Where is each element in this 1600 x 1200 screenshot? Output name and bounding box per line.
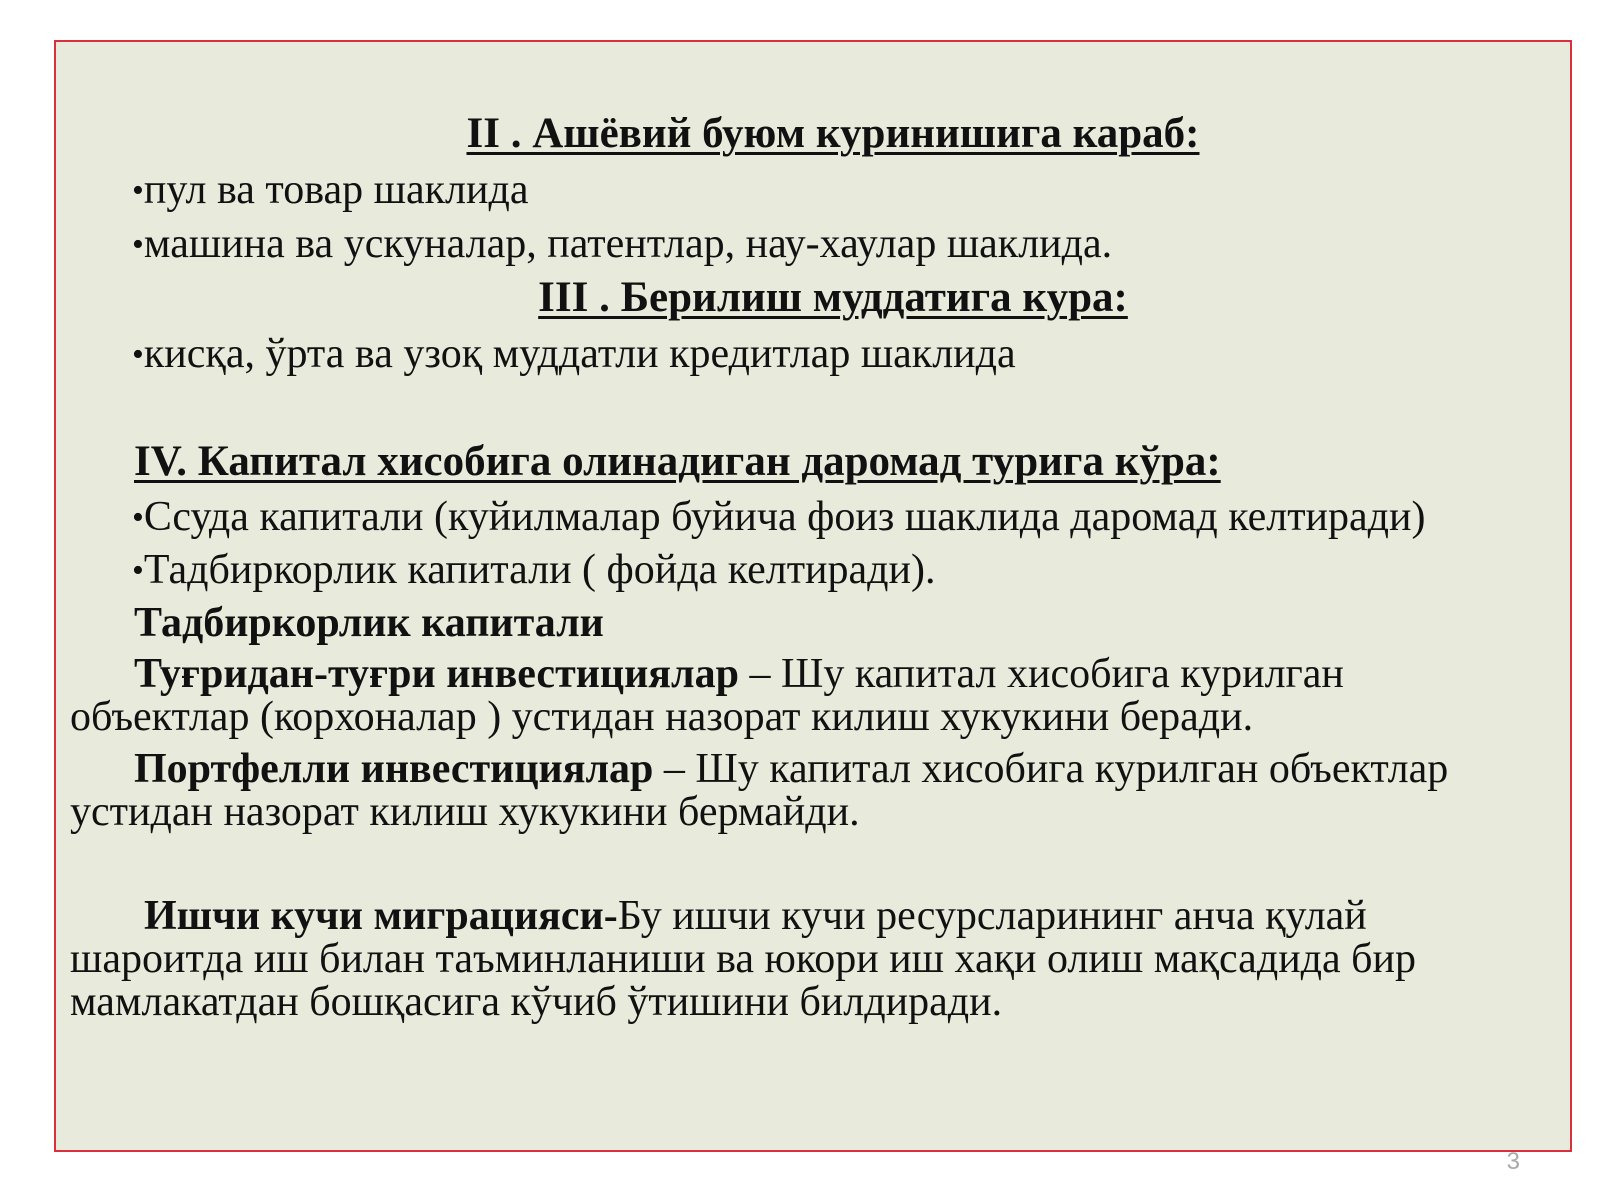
heading-ii: II . Ашёвий буюм куринишига караб: bbox=[466, 110, 1200, 157]
list-item-text: Тадбиркорлик капитали ( фойда келтиради). bbox=[143, 547, 936, 593]
direct-investment-paragraph bbox=[70, 653, 1344, 739]
bullet-symbol: • bbox=[132, 226, 144, 263]
bullet-symbol: • bbox=[132, 552, 144, 589]
list-item-text: пул ва товар шаклида bbox=[143, 167, 529, 213]
labor-migration-line-1 bbox=[70, 895, 1416, 938]
direct-investment-line-2: объектлар (корхоналар ) устидан назорат килиш хукукини беради. bbox=[70, 694, 1254, 740]
list-item bbox=[132, 332, 1016, 379]
portfolio-investment-term: Портфелли инвестициялар bbox=[134, 746, 654, 792]
list-item bbox=[132, 222, 1112, 269]
direct-investment-line-1 bbox=[70, 653, 1344, 696]
labor-migration-term: Ишчи кучи миграцияси- bbox=[144, 893, 618, 939]
list-item bbox=[132, 548, 936, 595]
list-item-text: машина ва ускуналар, патентлар, нау-хаулар шаклида. bbox=[143, 221, 1113, 267]
entrepreneurial-capital-label: Тадбиркорлик капитали bbox=[134, 600, 604, 646]
labor-migration-paragraph bbox=[70, 895, 1416, 1024]
list-item-text: Ссуда капитали (куйилмалар буйича фоиз шаклида даромад келтиради) bbox=[143, 494, 1426, 540]
list-item bbox=[132, 168, 528, 215]
bullet-symbol: • bbox=[132, 499, 144, 536]
labor-migration-line-2: шароитда иш билан таъминланиши ва юкори иш хақи олиш мақсадида бир bbox=[70, 936, 1417, 982]
list-item bbox=[132, 495, 1426, 542]
portfolio-investment-line-1 bbox=[70, 748, 1448, 791]
list-item-text: кисқа, ўрта ва узоқ муддатли кредитлар шаклида bbox=[143, 331, 1016, 377]
bullet-symbol: • bbox=[132, 336, 144, 373]
portfolio-investment-text-1: – Шу капитал хисобига курилган объектлар bbox=[653, 746, 1449, 792]
bullet-symbol: • bbox=[132, 172, 144, 209]
labor-migration-line-3: мамлакатдан бошқасига кўчиб ўтишини билдиради. bbox=[70, 979, 1003, 1025]
heading-iii: III . Берилиш муддатига кура: bbox=[538, 274, 1128, 321]
slide bbox=[54, 40, 1572, 1152]
direct-investment-text-1: – Шу капитал хисобига курилган bbox=[738, 651, 1344, 697]
portfolio-investment-paragraph bbox=[70, 748, 1448, 834]
page-number: 3 bbox=[1506, 1148, 1520, 1175]
direct-investment-term: Туғридан-туғри инвестициялар bbox=[134, 651, 739, 697]
portfolio-investment-line-2: устидан назорат килиш хукукини бермайди. bbox=[70, 789, 860, 835]
heading-iv: IV. Капитал хисобига олинадиган даромад турига кўра: bbox=[134, 438, 1221, 485]
labor-migration-text-1: Бу ишчи кучи ресурсларининг анча қулай bbox=[617, 893, 1367, 939]
